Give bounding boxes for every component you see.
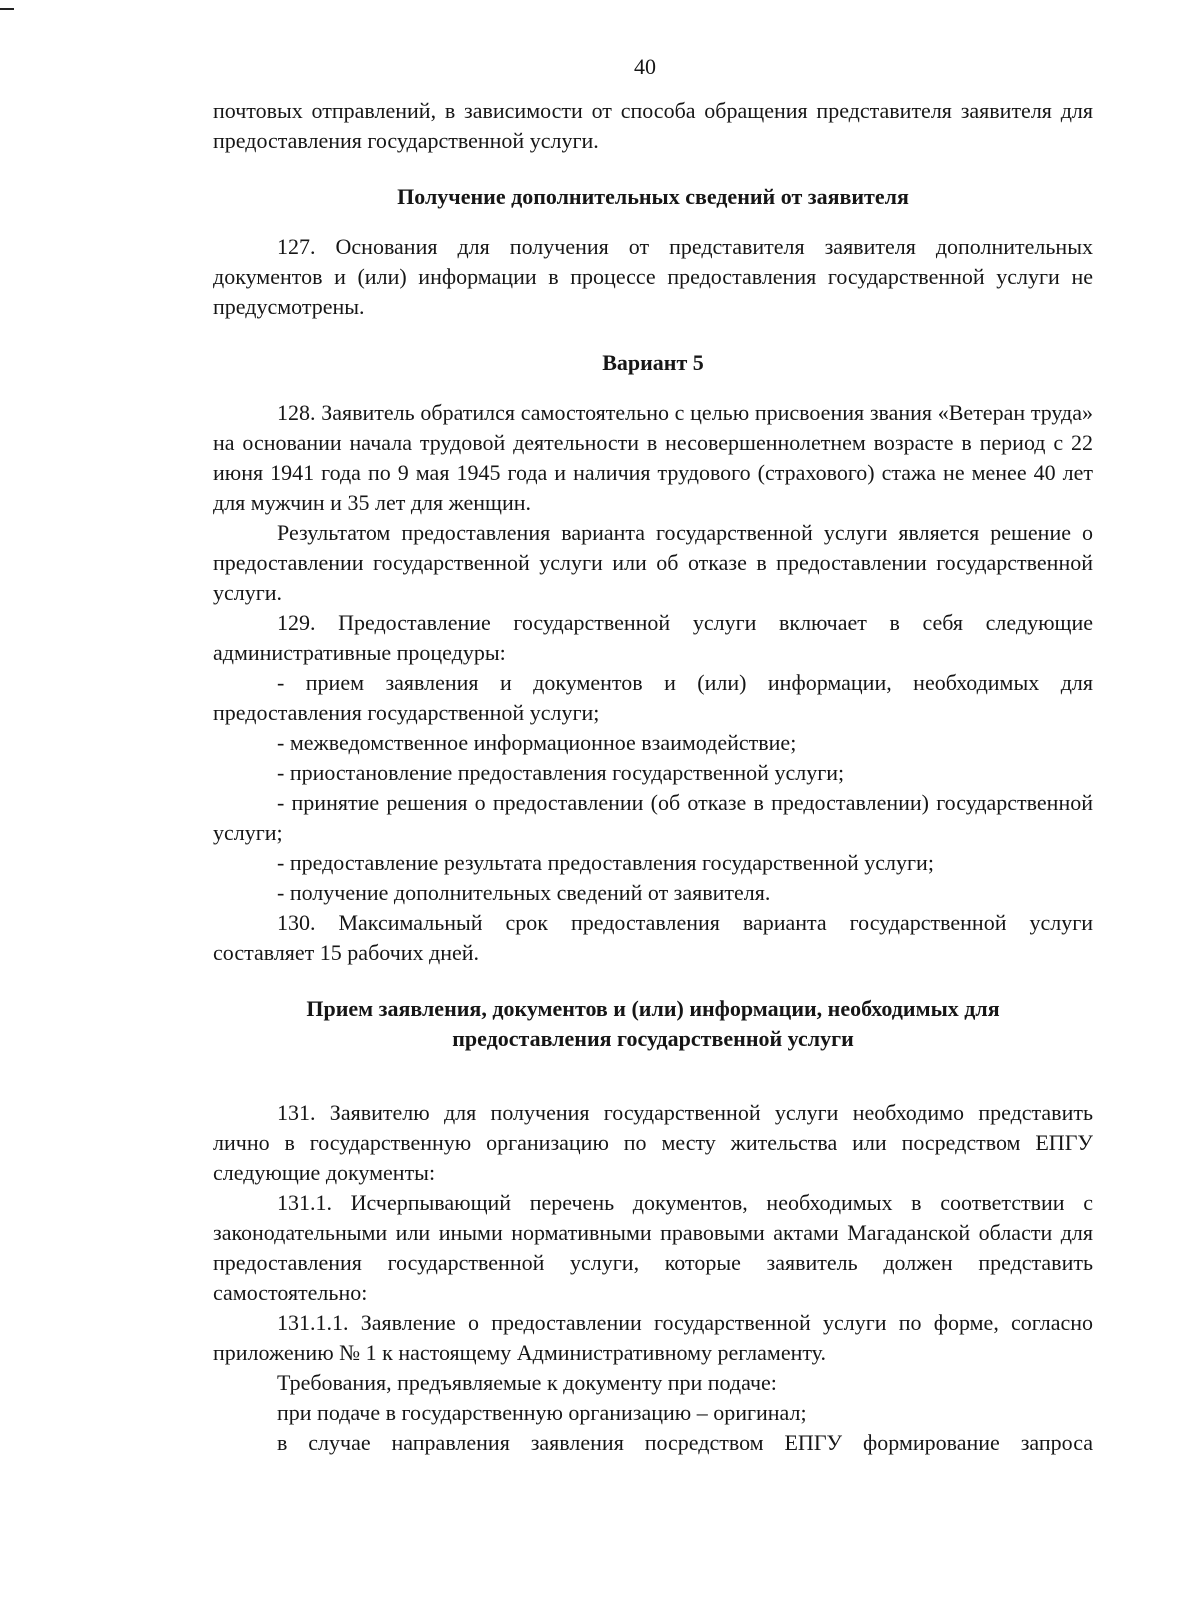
paragraph-requirements: Требования, предъявляемые к документу при подаче: bbox=[277, 1370, 777, 1395]
paragraph-131-1: 131.1. Исчерпывающий перечень документов, необходимых в соответствии с законодательными или иными нормативными правовыми актами Магаданской области для предоставления государственной услуги, которые заявитель должен представить самостоятельно: bbox=[213, 1190, 1093, 1305]
procedure-item-1: - прием заявления и документов и (или) информации, необходимых для предоставления государственной услуги; bbox=[213, 670, 1093, 725]
paragraph-128: 128. Заявитель обратился самостоятельно с целью присвоения звания «Ветеран труда» на основании начала трудовой деятельности в несовершеннолетнем возрасте в период с 22 июня 1941 года по 9 мая 1945 года и наличия трудового (страхового) стажа не менее 40 лет для мужчин и 35 лет для женщин. bbox=[213, 400, 1093, 515]
procedure-item-3: - приостановление предоставления государственной услуги; bbox=[277, 760, 845, 785]
page-number: 40 bbox=[634, 54, 656, 79]
procedure-item-6: - получение дополнительных сведений от заявителя. bbox=[277, 880, 771, 905]
procedure-item-4: - принятие решения о предоставлении (об отказе в предоставлении) государственной услуги; bbox=[213, 790, 1093, 845]
paragraph-129: 129. Предоставление государственной услуги включает в себя следующие административные процедуры: bbox=[213, 610, 1093, 665]
procedure-item-5: - предоставление результата предоставления государственной услуги; bbox=[277, 850, 934, 875]
paragraph-131: 131. Заявителю для получения государственной услуги необходимо представить лично в государственную организацию по месту жительства или посредством ЕПГУ следующие документы: bbox=[213, 1100, 1093, 1185]
heading-variant-5: Вариант 5 bbox=[602, 350, 704, 375]
requirement-epgu: в случае направления заявления посредством ЕПГУ формирование запроса bbox=[277, 1430, 1093, 1455]
paragraph-127: 127. Основания для получения от представителя заявителя дополнительных документов и (или) информации в процессе предоставления государственной услуги не предусмотрены. bbox=[213, 234, 1093, 319]
heading-reception-line-2: предоставления государственной услуги bbox=[452, 1026, 854, 1051]
paragraph-intro: почтовых отправлений, в зависимости от способа обращения представителя заявителя для предоставления государственной услуги. bbox=[213, 98, 1093, 153]
document-body bbox=[213, 96, 1093, 1458]
scan-edge-mark bbox=[0, 8, 14, 10]
heading-additional-info: Получение дополнительных сведений от заявителя bbox=[397, 184, 909, 209]
requirement-organization: при подаче в государственную организацию – оригинал; bbox=[277, 1400, 807, 1425]
heading-reception-line-1: Прием заявления, документов и (или) информации, необходимых для bbox=[306, 996, 1000, 1021]
paragraph-result: Результатом предоставления варианта государственной услуги является решение о предоставлении государственной услуги или об отказе в предоставлении государственной услуги. bbox=[213, 520, 1093, 605]
paragraph-131-1-1: 131.1.1. Заявление о предоставлении государственной услуги по форме, согласно приложению № 1 к настоящему Административному регламенту. bbox=[213, 1310, 1093, 1365]
paragraph-130: 130. Максимальный срок предоставления варианта государственной услуги составляет 15 рабочих дней. bbox=[213, 910, 1093, 965]
procedure-item-2: - межведомственное информационное взаимодействие; bbox=[277, 730, 797, 755]
